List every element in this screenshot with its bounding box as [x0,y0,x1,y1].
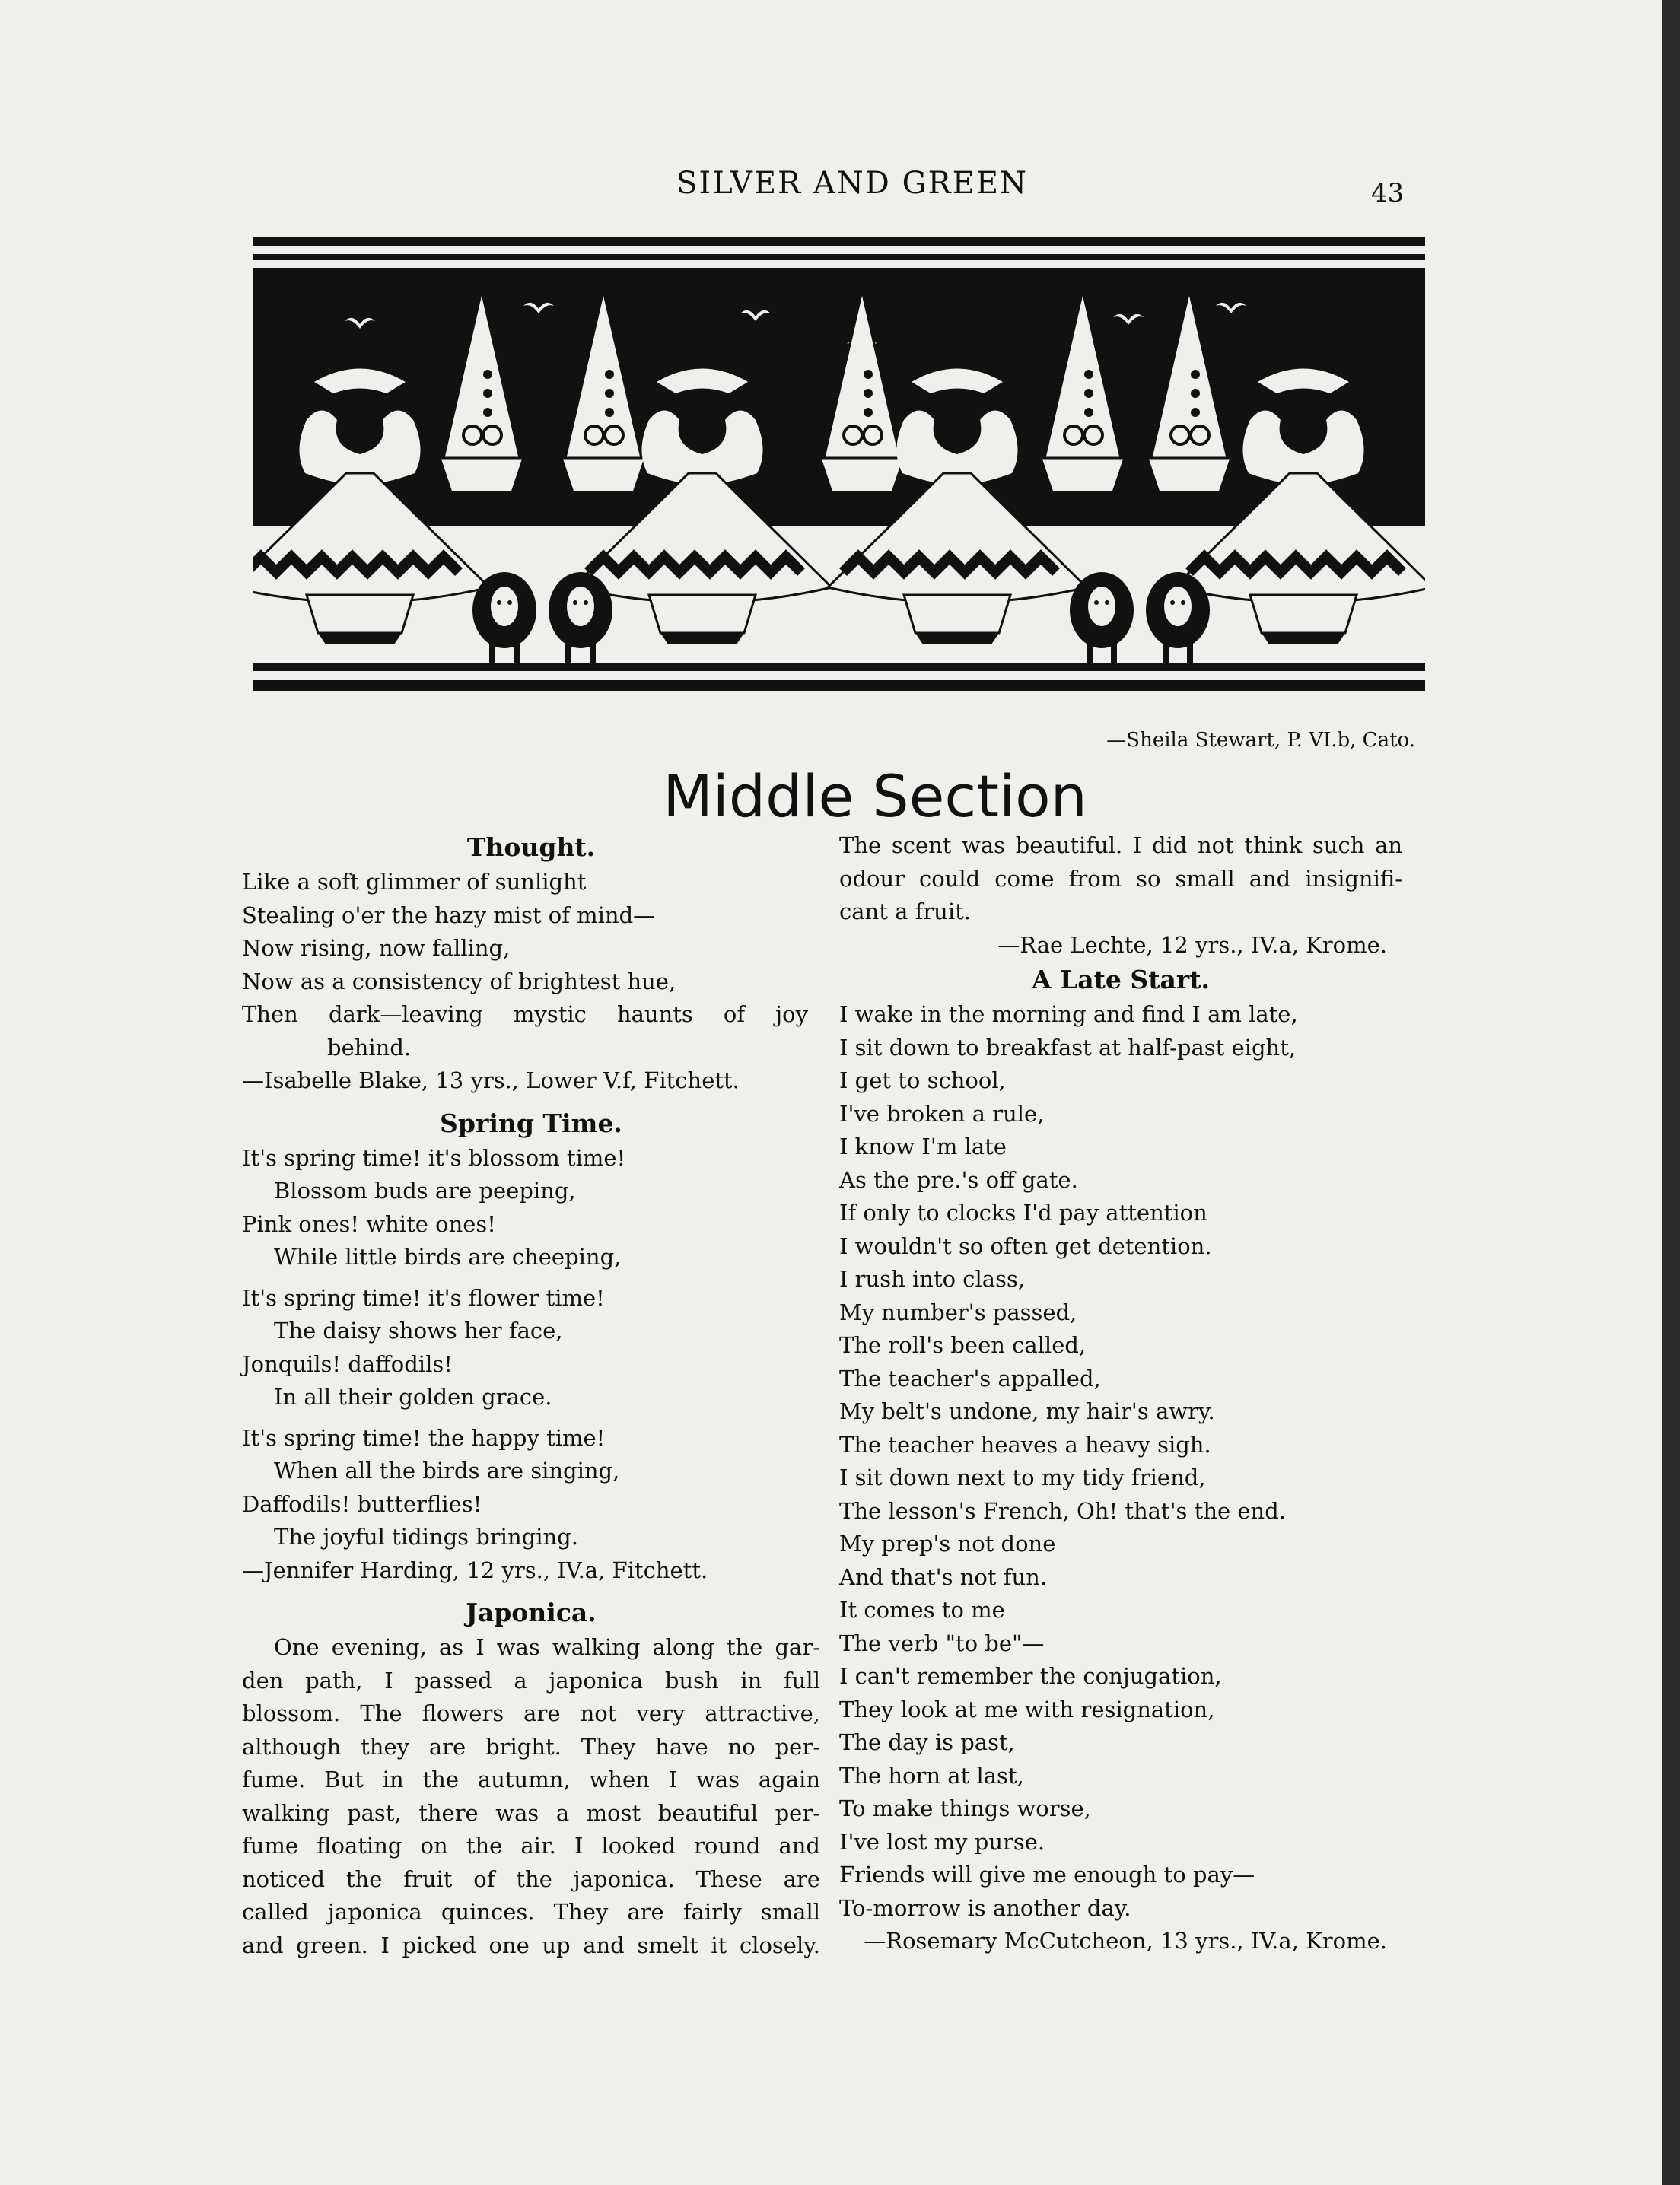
poem-line: The teacher heaves a heavy sigh. [839,1431,1211,1458]
poem-line: It's spring time! it's blossom time! [242,1144,626,1171]
author-credit: —Rae Lechte, 12 yrs., IV.a, Krome. [998,931,1387,958]
left-column [242,829,820,1962]
poem-line: I wake in the morning and find I am late, [839,1001,1298,1027]
poem-line: I get to school, [839,1067,1006,1093]
poem-line: And that's not fun. [839,1563,1048,1590]
poem-line: Now as a consistency of brightest hue, [242,968,676,994]
poem-line: I rush into class, [839,1266,1026,1292]
poem-line: I wouldn't so often get detention. [839,1232,1212,1259]
author-credit: —Rosemary McCutcheon, 13 yrs., IV.a, Krome. [864,1928,1387,1954]
running-header: SILVER AND GREEN [676,166,1029,201]
poem-line: I can't remember the conjugation, [839,1663,1222,1689]
poem-line: Friends will give me enough to pay— [839,1862,1255,1888]
poem-line: The joyful tidings bringing. [274,1524,578,1550]
author-credit: —Isabelle Blake, 13 yrs., Lower V.f, Fitchett. [242,1067,740,1093]
poem-line: Jonquils! daffodils! [242,1350,453,1377]
poem-line: My belt's undone, my hair's awry. [839,1398,1215,1424]
poem-line: I've broken a rule, [839,1100,1045,1127]
prose-line: odour could come from so small and insignifi- [839,865,1402,892]
poem-line: The lesson's French, Oh! that's the end. [839,1497,1286,1524]
poem-line: To-morrow is another day. [839,1894,1131,1921]
prose-line: den path, I passed a japonica bush in full [242,1667,820,1694]
poem-body [839,998,1402,1925]
section-title: Middle Section [663,762,1087,830]
illustration-credit: —Sheila Stewart, P. VI.b, Cato. [1106,729,1415,752]
right-column [839,829,1402,1958]
prose-line: although they are bright. They have no per- [242,1733,820,1760]
prose-line: fume. But in the autumn, when I was again [242,1767,820,1792]
poem-line: To make things worse, [839,1795,1091,1821]
page-number: 43 [1371,178,1405,208]
poem-line: The roll's been called, [839,1332,1087,1358]
poem-title-late-start: A Late Start. [1032,965,1210,994]
poem-line: It's spring time! the happy time! [242,1424,606,1451]
poem-line: Stealing o'er the hazy mist of mind— [242,902,656,928]
poem-line: The daisy shows her face, [274,1318,563,1344]
prose-line: noticed the fruit of the japonica. These are [242,1865,820,1892]
poem-line: Like a soft glimmer of sunlight [242,869,587,895]
page-edge [1662,0,1680,2185]
prose-line: called japonica quinces. They are fairly small [242,1899,820,1925]
poem-line: I know I'm late [839,1134,1007,1159]
poem-line: Blossom buds are peeping, [274,1178,576,1204]
prose-line: fume floating on the air. I looked round and [242,1833,820,1859]
poem-line: If only to clocks I'd pay attention [839,1200,1208,1226]
poem-title-spring-time: Spring Time. [440,1108,622,1138]
poem-line: They look at me with resignation, [839,1696,1215,1722]
poem-line: behind. [327,1034,412,1061]
poem-line: I've lost my purse. [839,1828,1045,1855]
poem-title-thought: Thought. [466,832,596,862]
poem-line: I sit down next to my tidy friend, [839,1465,1206,1490]
poem-line: Then dark—leaving mystic haunts of joy [242,1001,808,1027]
poem-line: It's spring time! it's flower time! [242,1284,605,1311]
poem-line: I sit down to breakfast at half-past eight, [839,1034,1297,1061]
author-credit: —Jennifer Harding, 12 yrs., IV.a, Fitchett. [242,1557,708,1583]
prose-line: cant a fruit. [839,898,972,924]
poem-line: In all their golden grace. [274,1384,552,1410]
poem-line: The verb "to be"— [839,1630,1045,1656]
poem-line: My prep's not done [839,1531,1056,1557]
prose-line: and green. I picked one up and smelt it closely. [242,1932,820,1958]
prose-line: The scent was beautiful. I did not think such an [839,832,1402,858]
poem-line: The day is past, [839,1729,1015,1755]
poem-line: As the pre.'s off gate. [839,1166,1078,1193]
poem-line: The teacher's appalled, [839,1365,1101,1391]
prose-line: blossom. The flowers are not very attractive, [242,1700,820,1726]
poem-line: Now rising, now falling, [242,935,511,961]
poem-line: Daffodils! butterflies! [242,1490,482,1517]
poem-line: Pink ones! white ones! [242,1210,496,1237]
frieze-illustration [253,237,1425,724]
story-title-japonica: Japonica. [466,1598,597,1627]
poem-line: It comes to me [839,1597,1005,1623]
poem-line: When all the birds are singing, [274,1458,620,1484]
prose-line: walking past, there was a most beautiful per- [242,1799,820,1826]
poem-line: The horn at last, [839,1762,1024,1789]
poem-line: My number's passed, [839,1299,1077,1325]
poem-line: While little birds are cheeping, [274,1244,622,1270]
prose-line: One evening, as I was walking along the gar- [274,1634,820,1660]
